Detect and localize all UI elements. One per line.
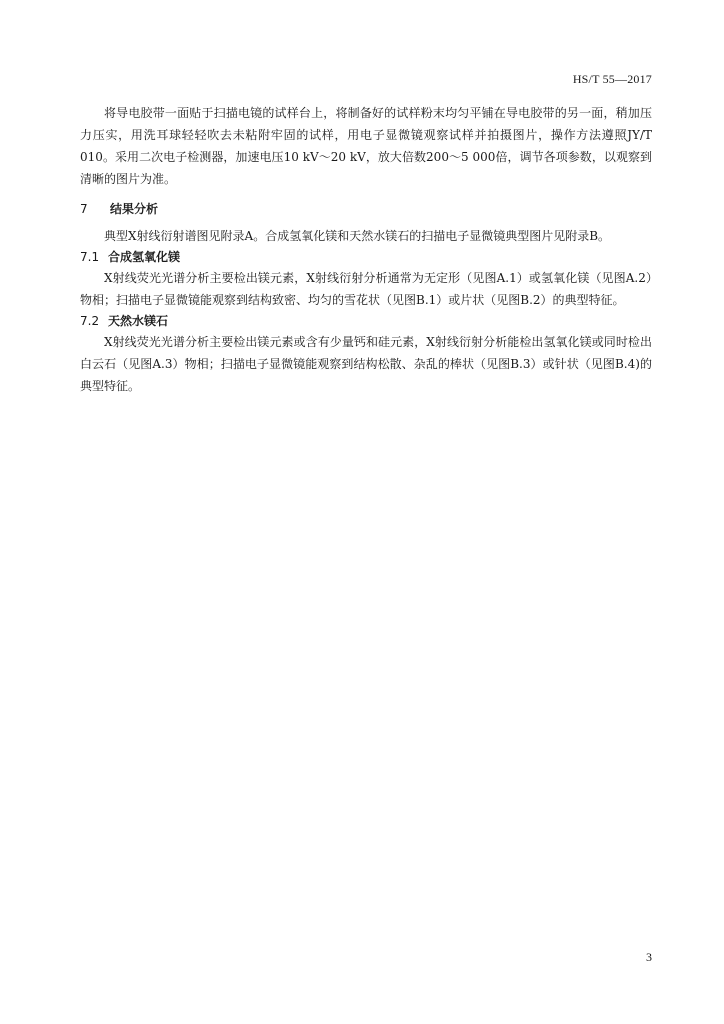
- section-7-1-title: 合成氢氧化镁: [108, 250, 181, 264]
- section-7-2-number: 7.2: [80, 314, 100, 328]
- header-divider: [80, 89, 652, 90]
- section-7-2-heading: [80, 311, 652, 331]
- section-7-number: 7: [80, 202, 88, 216]
- section-7-2-title: 天然水镁石: [108, 314, 169, 328]
- section-7-1-number: 7.1: [80, 250, 100, 264]
- section-7-title: 结果分析: [110, 202, 159, 216]
- page-number: 3: [646, 950, 652, 964]
- section-7-1-heading: [80, 247, 652, 267]
- section-7-2-paragraph: X射线荧光光谱分析主要检出镁元素或含有少量钙和硅元素，X射线衍射分析能检出氢氧化镁或同时检出白云石（见图A.3）物相；扫描电子显微镜能观察到结构松散、杂乱的棒状（见图B.3）或针状（见图B.4)的典型特征。: [80, 335, 652, 393]
- section-7-1-paragraph: X射线荧光光谱分析主要检出镁元素，X射线衍射分析通常为无定形（见图A.1）或氢氧化镁（见图A.2）物相；扫描电子显微镜能观察到结构致密、均匀的雪花状（见图B.1）或片状（见图B.2）的典型特征。: [80, 271, 652, 307]
- page-content: [80, 102, 652, 397]
- intro-paragraph: 将导电胶带一面贴于扫描电镜的试样台上，将制备好的试样粉末均匀平铺在导电胶带的另一面，稍加压力压实，用洗耳球轻轻吹去未粘附牢固的试样，用电子显微镜观察试样并拍摄图片，操作方法遵照JY/T 010。采用二次电子检测器，加速电压10 kV～20 kV，放大倍数200～5 000倍，调节各项参数，以观察到清晰的图片为准。: [80, 106, 652, 186]
- standard-code-header: HS/T 55—2017: [572, 72, 652, 86]
- section-7-paragraph: 典型X射线衍射谱图见附录A。合成氢氧化镁和天然水镁石的扫描电子显微镜典型图片见附录B。: [104, 229, 611, 243]
- section-7-heading: [80, 199, 652, 219]
